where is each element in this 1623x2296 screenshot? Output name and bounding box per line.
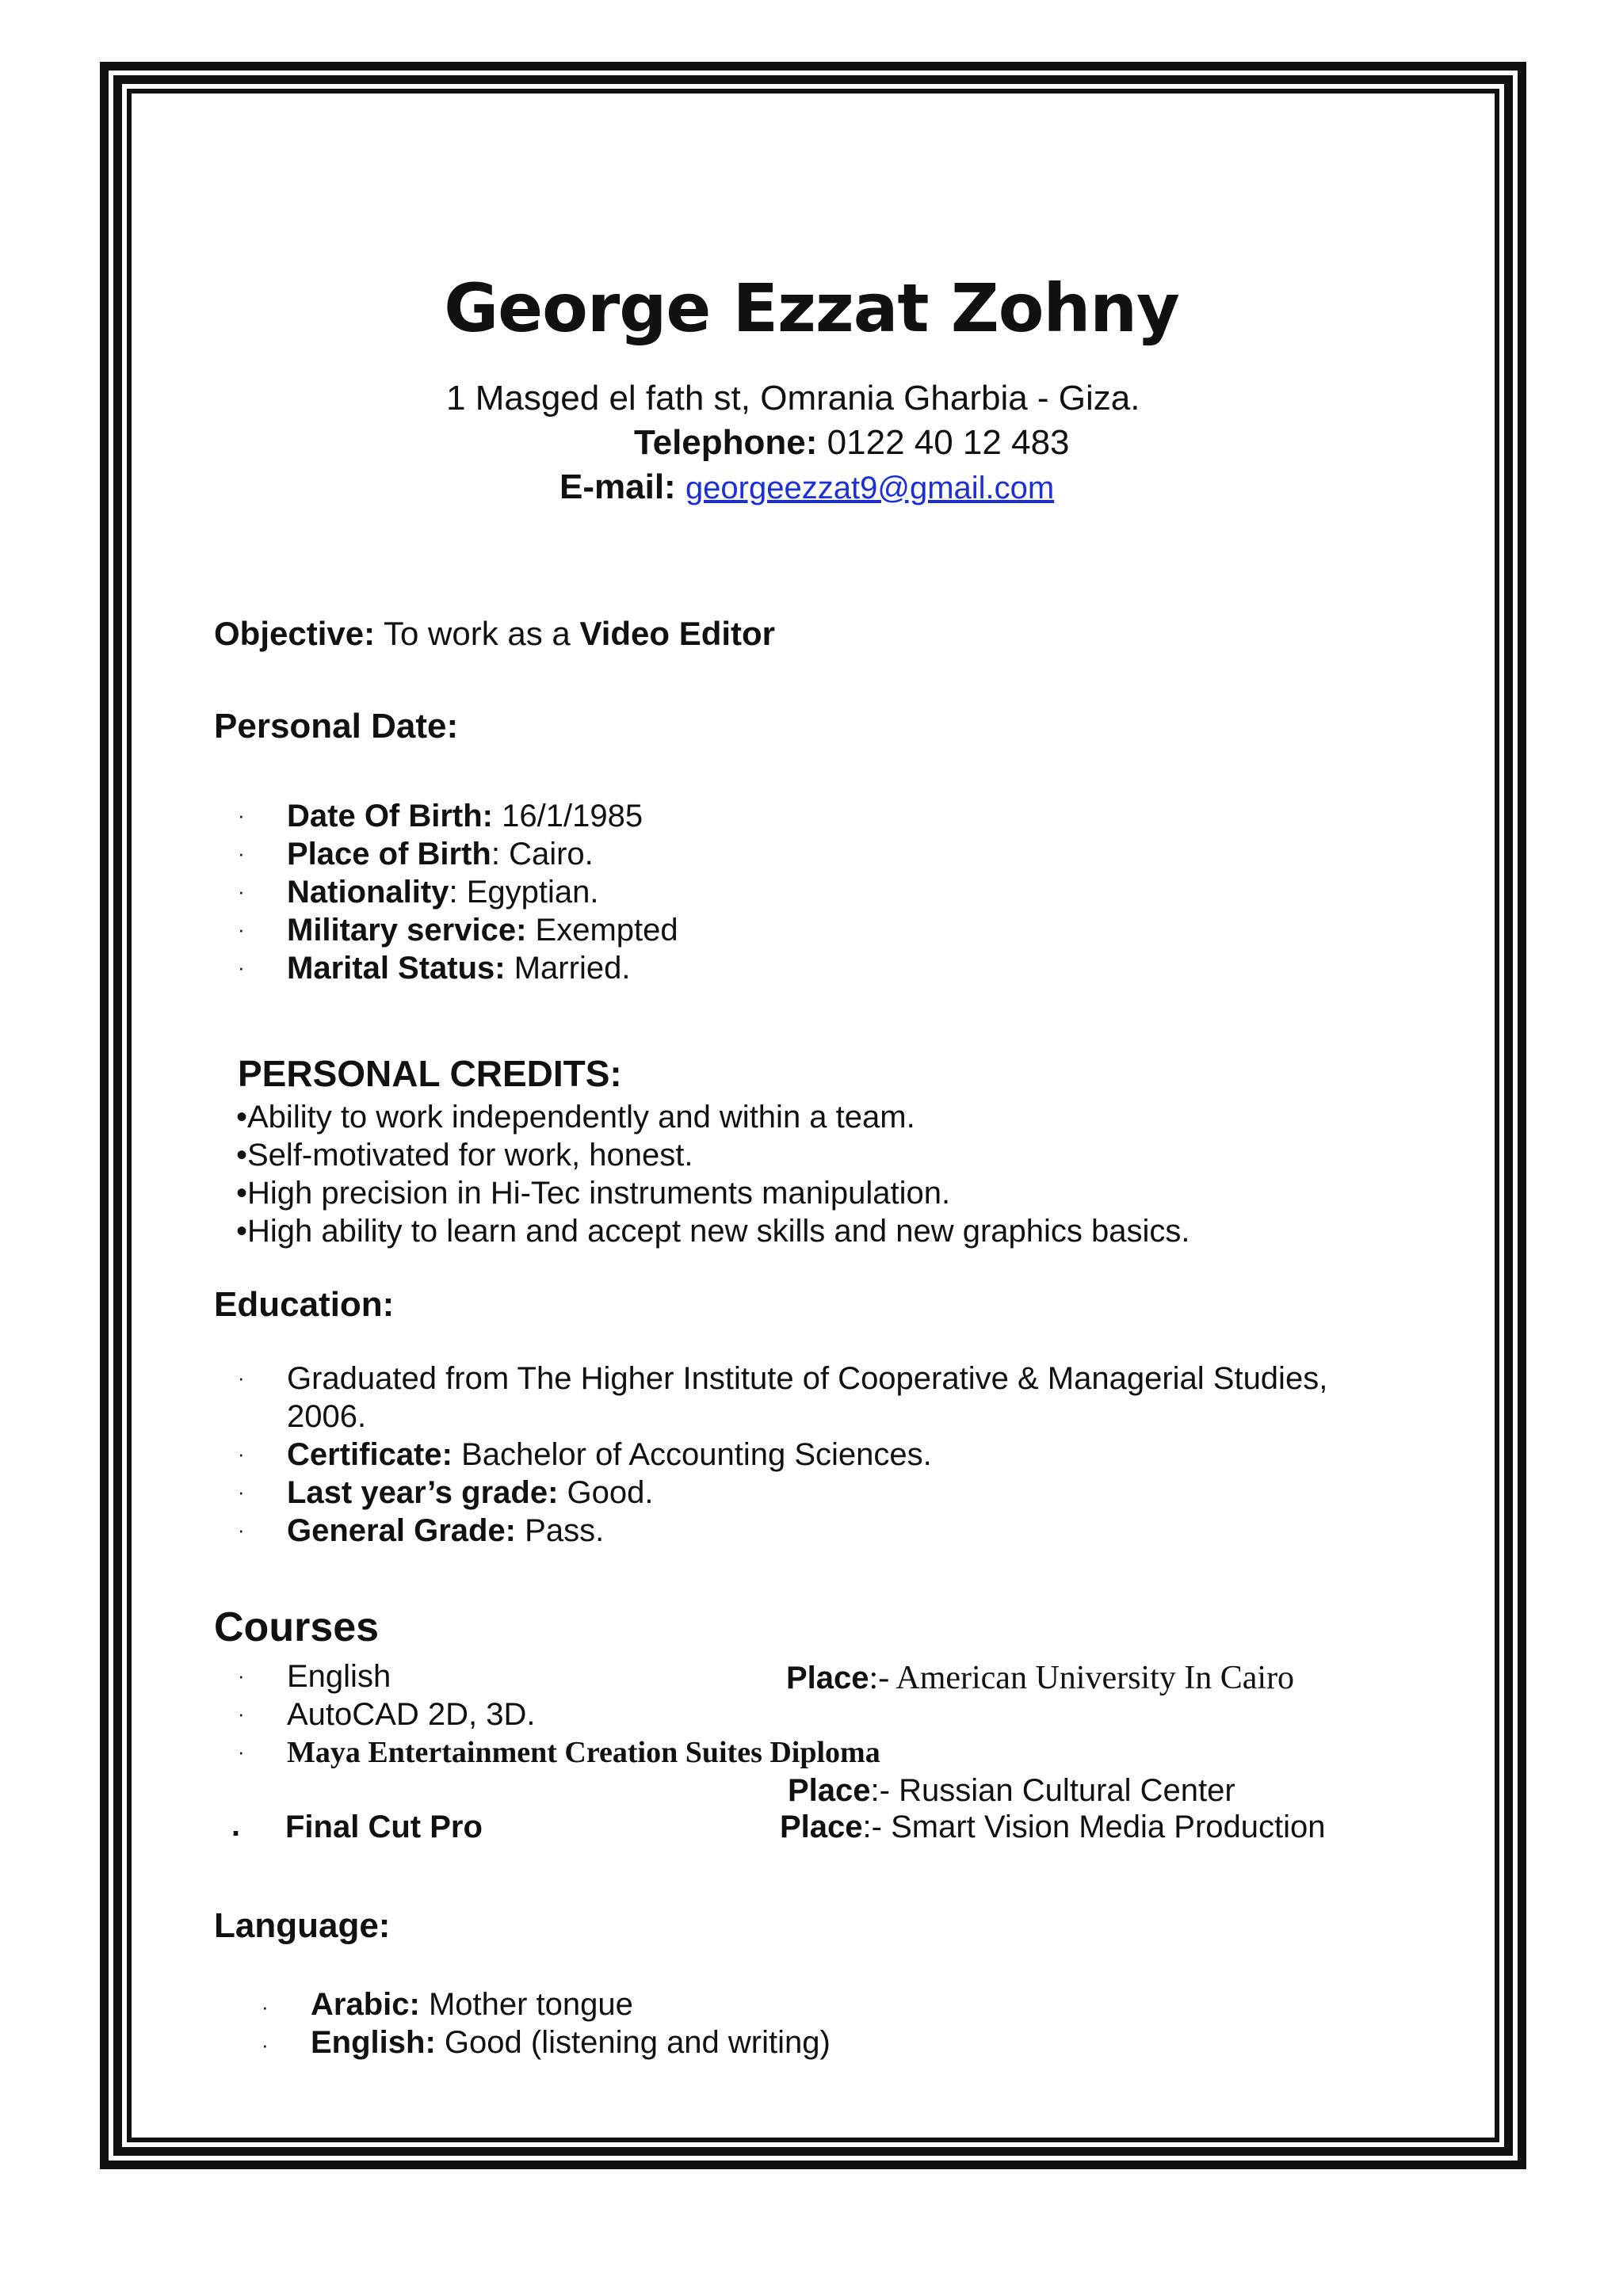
- list-item: [287, 951, 630, 986]
- place-label: Place: [788, 1773, 871, 1808]
- course-maya: Maya Entertainment Creation Suites Diploma: [287, 1736, 880, 1769]
- place-value: :- Smart Vision Media Production: [862, 1810, 1326, 1844]
- cv-name: George Ezzat Zohny: [444, 269, 1179, 347]
- item-label: Date Of Birth:: [287, 799, 493, 833]
- bullet: ·: [238, 1740, 245, 1764]
- email-link[interactable]: georgeezzat9@gmail.com: [685, 471, 1055, 505]
- list-item: [287, 875, 599, 910]
- bullet: ·: [238, 803, 245, 827]
- item-label: Last year’s grade:: [287, 1475, 559, 1510]
- item-value: 16/1/1985: [502, 799, 643, 833]
- item-label: Marital Status:: [287, 951, 506, 986]
- course-maya-place: [788, 1773, 1235, 1809]
- credit-item: •High precision in Hi-Tec instruments manipulation.: [236, 1176, 951, 1211]
- place-label: Place: [780, 1810, 863, 1844]
- place-label: Place: [786, 1661, 869, 1695]
- credit-item: •Ability to work independently and within a team.: [236, 1100, 915, 1135]
- telephone-value: 0122 40 12 483: [827, 423, 1070, 462]
- education-heading: Education:: [214, 1285, 395, 1324]
- bullet: ·: [238, 1702, 245, 1726]
- course-fcp-place: [780, 1810, 1326, 1845]
- course-final-cut-pro: Final Cut Pro: [285, 1810, 483, 1844]
- courses-heading: Courses: [214, 1604, 380, 1650]
- language-heading: Language:: [214, 1906, 391, 1945]
- place-value: :- American University In Cairo: [869, 1660, 1295, 1696]
- credits-heading: PERSONAL CREDITS:: [238, 1053, 622, 1094]
- credit-item: •Self-motivated for work, honest.: [236, 1138, 693, 1173]
- bullet: ·: [238, 1442, 245, 1466]
- course-english: English: [287, 1659, 391, 1694]
- bullet: ·: [238, 1518, 245, 1542]
- item-label: Arabic:: [311, 1987, 420, 2022]
- list-item: [287, 913, 678, 948]
- item-label: Nationality: [287, 875, 449, 910]
- list-item: [287, 1513, 604, 1549]
- email-line: [559, 467, 1054, 507]
- course-english-place: [786, 1659, 1294, 1697]
- bullet: ·: [238, 879, 245, 903]
- language-item: [311, 1987, 633, 2023]
- credit-item: •High ability to learn and accept new skills and new graphics basics.: [236, 1214, 1190, 1249]
- telephone-label: Telephone:: [634, 423, 818, 462]
- bullet: ·: [238, 955, 245, 979]
- address: 1 Masged el fath st, Omrania Gharbia - Giza.: [446, 379, 1140, 418]
- bullet: ·: [262, 1995, 269, 2019]
- bullet: ·: [238, 1480, 245, 1504]
- objective-label: Objective:: [214, 615, 376, 652]
- item-value: Married.: [514, 951, 631, 986]
- list-item: [287, 799, 643, 834]
- bullet: ·: [238, 1664, 245, 1688]
- course-autocad: AutoCAD 2D, 3D.: [287, 1697, 536, 1732]
- bullet: ·: [238, 917, 245, 941]
- item-label: General Grade:: [287, 1513, 517, 1548]
- objective-role: Video Editor: [579, 615, 776, 652]
- item-label: Certificate:: [287, 1437, 453, 1472]
- telephone-line: [634, 423, 1070, 463]
- bullet: ·: [238, 1366, 245, 1390]
- item-label: English:: [311, 2025, 436, 2060]
- objective-line: [214, 615, 775, 653]
- item-label: Place of Birth: [287, 837, 491, 871]
- item-value: Good.: [567, 1475, 654, 1510]
- item-value: Exempted: [535, 913, 678, 948]
- education-graduated-year: 2006.: [287, 1399, 367, 1434]
- list-item: [287, 1475, 653, 1511]
- item-value: Pass.: [525, 1513, 605, 1548]
- personal-heading: Personal Date:: [214, 707, 459, 746]
- bullet: ·: [262, 2033, 269, 2057]
- language-item: [311, 2025, 831, 2061]
- place-value: :- Russian Cultural Center: [870, 1773, 1235, 1808]
- list-item: [287, 837, 594, 872]
- bullet: ·: [238, 841, 245, 865]
- education-graduated: Graduated from The Higher Institute of Cooperative & Managerial Studies,: [287, 1361, 1328, 1396]
- item-value: : Egyptian.: [449, 875, 599, 910]
- item-label: Military service:: [287, 913, 527, 948]
- item-value: : Cairo.: [491, 837, 594, 871]
- item-value: Good (listening and writing): [444, 2025, 831, 2060]
- list-item: [287, 1437, 932, 1473]
- course-marker: .: [231, 1808, 241, 1843]
- email-label: E-mail:: [559, 467, 676, 506]
- item-value: Mother tongue: [428, 1987, 633, 2022]
- item-value: Bachelor of Accounting Sciences.: [461, 1437, 932, 1472]
- objective-text: To work as a: [384, 615, 571, 652]
